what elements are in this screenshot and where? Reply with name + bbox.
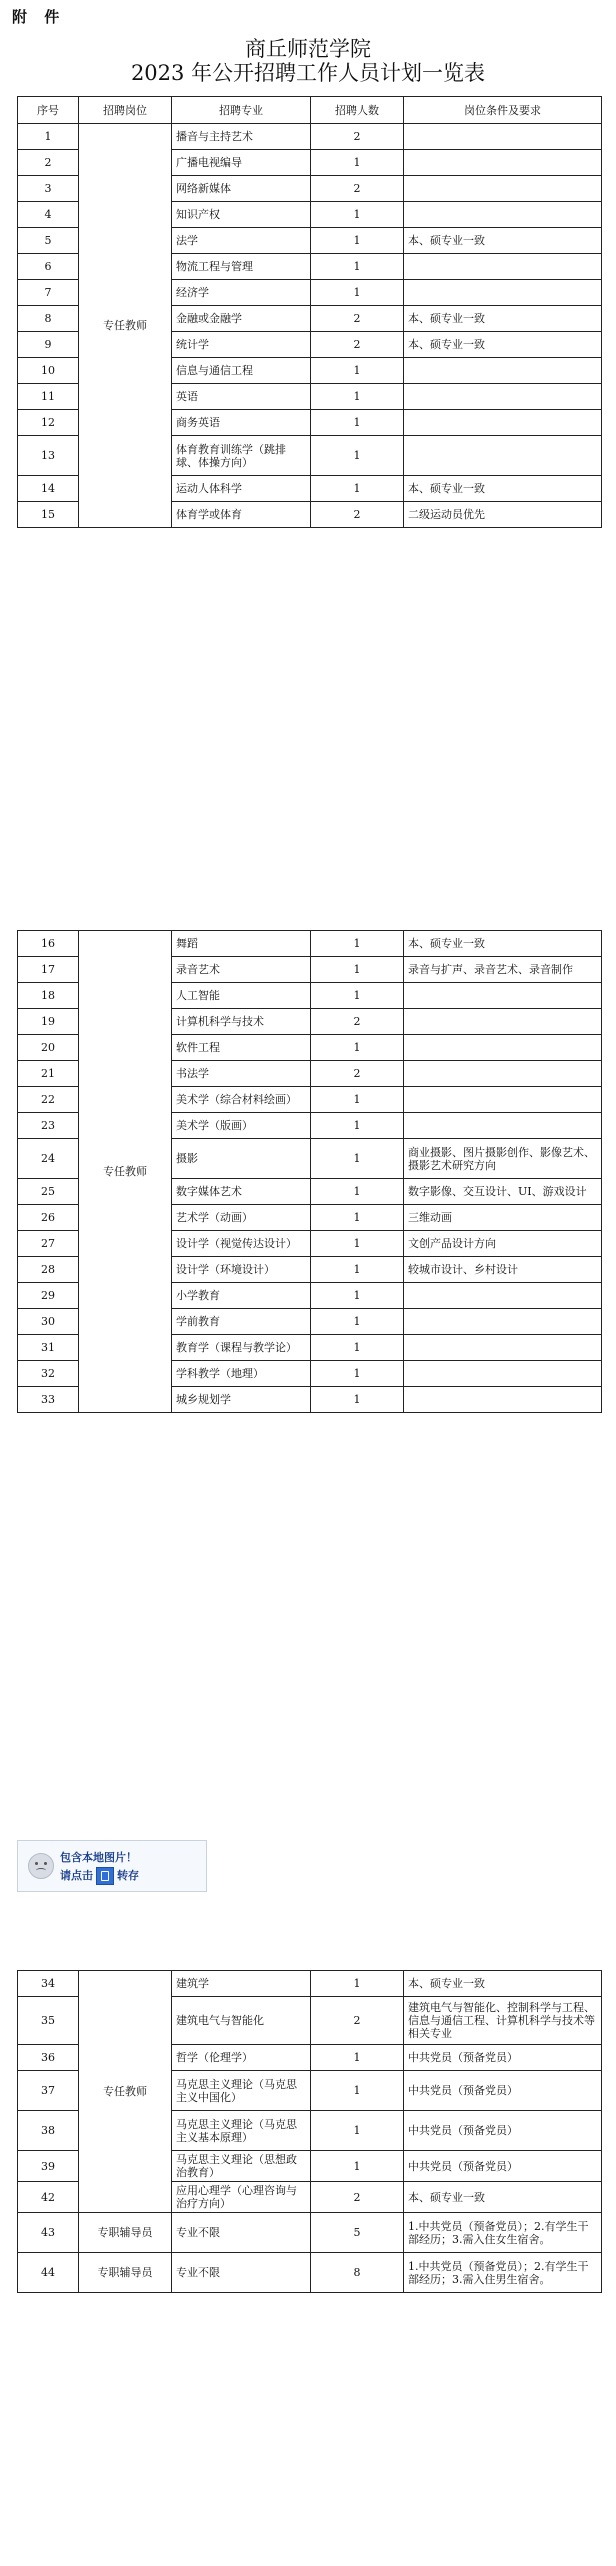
count-cell: 1 [311,436,404,476]
count-cell: 2 [311,176,404,202]
requirements-cell [404,983,602,1009]
requirements-cell [404,358,602,384]
row-number: 6 [18,254,79,280]
requirements-cell: 录音与扩声、录音艺术、录音制作 [404,957,602,983]
header-count: 招聘人数 [311,97,404,124]
requirements-cell: 二级运动员优先 [404,502,602,528]
requirements-cell: 中共党员（预备党员） [404,2045,602,2071]
save-icon[interactable] [96,1867,114,1885]
row-number: 35 [18,1997,79,2045]
count-cell: 1 [311,1257,404,1283]
count-cell: 2 [311,124,404,150]
table-row [18,2213,602,2253]
major-cell: 物流工程与管理 [172,254,311,280]
major-cell: 美术学（综合材料绘画） [172,1087,311,1113]
row-number: 19 [18,1009,79,1035]
table-body [18,931,602,1413]
row-number: 11 [18,384,79,410]
table-body [18,1971,602,2293]
major-cell: 艺术学（动画） [172,1205,311,1231]
major-cell: 设计学（视觉传达设计） [172,1231,311,1257]
count-cell: 1 [311,1087,404,1113]
major-cell: 网络新媒体 [172,176,311,202]
requirements-cell [404,124,602,150]
page-title: 商丘师范学院 [245,37,371,61]
requirements-cell: 三维动画 [404,1205,602,1231]
major-cell: 专业不限 [172,2253,311,2293]
header-requirements: 岗位条件及要求 [404,97,602,124]
row-number: 12 [18,410,79,436]
count-cell: 1 [311,1113,404,1139]
count-cell: 1 [311,410,404,436]
major-cell: 舞蹈 [172,931,311,957]
major-cell: 专业不限 [172,2213,311,2253]
placeholder-action: 请点击 转存 [60,1867,139,1885]
row-number: 26 [18,1205,79,1231]
row-number: 32 [18,1361,79,1387]
requirements-cell: 本、硕专业一致 [404,2182,602,2213]
requirements-cell: 1.中共党员（预备党员）；2.有学生干部经历；3.需入住男生宿舍。 [404,2253,602,2293]
requirements-cell [404,1335,602,1361]
major-cell: 英语 [172,384,311,410]
row-number: 31 [18,1335,79,1361]
requirements-cell [404,1087,602,1113]
requirements-cell [404,410,602,436]
requirements-cell [404,1035,602,1061]
row-number: 15 [18,502,79,528]
major-cell: 知识产权 [172,202,311,228]
row-number: 3 [18,176,79,202]
major-cell: 摄影 [172,1139,311,1179]
major-cell: 建筑学 [172,1971,311,1997]
row-number: 39 [18,2151,79,2182]
major-cell: 马克思主义理论（思想政治教育） [172,2151,311,2182]
count-cell: 1 [311,1361,404,1387]
count-cell: 2 [311,332,404,358]
requirements-cell [404,1283,602,1309]
requirements-cell: 本、硕专业一致 [404,332,602,358]
count-cell: 1 [311,1387,404,1413]
row-number: 28 [18,1257,79,1283]
requirements-cell: 商业摄影、图片摄影创作、影像艺术、摄影艺术研究方向 [404,1139,602,1179]
requirements-cell [404,1009,602,1035]
requirements-cell [404,436,602,476]
count-cell: 1 [311,2071,404,2111]
major-cell: 教育学（课程与教学论） [172,1335,311,1361]
table-header-row [18,97,602,124]
row-number: 36 [18,2045,79,2071]
count-cell: 1 [311,1179,404,1205]
major-cell: 哲学（伦理学） [172,2045,311,2071]
row-number: 43 [18,2213,79,2253]
count-cell: 2 [311,2182,404,2213]
recruitment-table-part2 [17,930,602,1413]
row-number: 13 [18,436,79,476]
row-number: 16 [18,931,79,957]
count-cell: 1 [311,931,404,957]
requirements-cell: 1.中共党员（预备党员）；2.有学生干部经历；3.需入住女生宿舍。 [404,2213,602,2253]
major-cell: 统计学 [172,332,311,358]
major-cell: 马克思主义理论（马克思主义中国化） [172,2071,311,2111]
major-cell: 计算机科学与技术 [172,1009,311,1035]
requirements-cell: 文创产品设计方向 [404,1231,602,1257]
table-row [18,1971,602,1997]
count-cell: 2 [311,1997,404,2045]
major-cell: 软件工程 [172,1035,311,1061]
major-cell: 信息与通信工程 [172,358,311,384]
count-cell: 8 [311,2253,404,2293]
row-number: 42 [18,2182,79,2213]
count-cell: 2 [311,1061,404,1087]
major-cell: 建筑电气与智能化 [172,1997,311,2045]
requirements-cell [404,202,602,228]
count-cell: 1 [311,1283,404,1309]
major-cell: 体育学或体育 [172,502,311,528]
position-cell: 专任教师 [79,124,172,528]
position-cell: 专任教师 [79,931,172,1413]
major-cell: 学科教学（地理） [172,1361,311,1387]
header-no: 序号 [18,97,79,124]
major-cell: 书法学 [172,1061,311,1087]
requirements-cell [404,1309,602,1335]
broken-image-icon [28,1853,54,1879]
requirements-cell [404,1113,602,1139]
requirements-cell: 建筑电气与智能化、控制科学与工程、信息与通信工程、计算机科学与技术等相关专业 [404,1997,602,2045]
requirements-cell [404,176,602,202]
requirements-cell: 较城市设计、乡村设计 [404,1257,602,1283]
requirements-cell: 本、硕专业一致 [404,1971,602,1997]
attachment-label: 附 件 [12,8,66,26]
table-row [18,2253,602,2293]
requirements-cell [404,254,602,280]
count-cell: 1 [311,476,404,502]
count-cell: 1 [311,1309,404,1335]
major-cell: 马克思主义理论（马克思主义基本原理） [172,2111,311,2151]
row-number: 37 [18,2071,79,2111]
row-number: 44 [18,2253,79,2293]
header-position: 招聘岗位 [79,97,172,124]
major-cell: 小学教育 [172,1283,311,1309]
count-cell: 1 [311,2045,404,2071]
count-cell: 1 [311,202,404,228]
requirements-cell: 中共党员（预备党员） [404,2151,602,2182]
major-cell: 录音艺术 [172,957,311,983]
requirements-cell: 中共党员（预备党员） [404,2071,602,2111]
row-number: 21 [18,1061,79,1087]
table-row [18,124,602,150]
requirements-cell [404,150,602,176]
major-cell: 数字媒体艺术 [172,1179,311,1205]
requirements-cell [404,1361,602,1387]
row-number: 20 [18,1035,79,1061]
requirements-cell: 本、硕专业一致 [404,228,602,254]
row-number: 22 [18,1087,79,1113]
row-number: 23 [18,1113,79,1139]
row-number: 30 [18,1309,79,1335]
count-cell: 1 [311,1139,404,1179]
row-number: 38 [18,2111,79,2151]
position-cell: 专职辅导员 [79,2213,172,2253]
header-major: 招聘专业 [172,97,311,124]
requirements-cell [404,384,602,410]
requirements-cell [404,280,602,306]
count-cell: 1 [311,957,404,983]
count-cell: 2 [311,306,404,332]
table-body [18,124,602,528]
count-cell: 5 [311,2213,404,2253]
major-cell: 法学 [172,228,311,254]
row-number: 25 [18,1179,79,1205]
requirements-cell [404,1061,602,1087]
major-cell: 应用心理学（心理咨询与治疗方向） [172,2182,311,2213]
major-cell: 播音与主持艺术 [172,124,311,150]
count-cell: 2 [311,502,404,528]
count-cell: 1 [311,2151,404,2182]
recruitment-table-part1 [17,96,602,528]
major-cell: 设计学（环境设计） [172,1257,311,1283]
row-number: 5 [18,228,79,254]
row-number: 18 [18,983,79,1009]
count-cell: 1 [311,1971,404,1997]
major-cell: 人工智能 [172,983,311,1009]
row-number: 14 [18,476,79,502]
major-cell: 经济学 [172,280,311,306]
requirements-cell [404,1387,602,1413]
major-cell: 城乡规划学 [172,1387,311,1413]
placeholder-message: 包含本地图片！ [60,1851,137,1864]
count-cell: 1 [311,228,404,254]
major-cell: 运动人体科学 [172,476,311,502]
count-cell: 1 [311,150,404,176]
count-cell: 1 [311,1205,404,1231]
row-number: 2 [18,150,79,176]
count-cell: 1 [311,1035,404,1061]
row-number: 1 [18,124,79,150]
position-cell: 专职辅导员 [79,2253,172,2293]
row-number: 33 [18,1387,79,1413]
count-cell: 2 [311,1009,404,1035]
requirements-cell: 本、硕专业一致 [404,476,602,502]
row-number: 4 [18,202,79,228]
position-cell: 专任教师 [79,1971,172,2213]
major-cell: 美术学（版画） [172,1113,311,1139]
row-number: 10 [18,358,79,384]
row-number: 8 [18,306,79,332]
major-cell: 商务英语 [172,410,311,436]
row-number: 7 [18,280,79,306]
count-cell: 1 [311,1231,404,1257]
row-number: 9 [18,332,79,358]
count-cell: 1 [311,254,404,280]
major-cell: 学前教育 [172,1309,311,1335]
major-cell: 广播电视编导 [172,150,311,176]
count-cell: 1 [311,1335,404,1361]
row-number: 27 [18,1231,79,1257]
requirements-cell: 中共党员（预备党员） [404,2111,602,2151]
count-cell: 1 [311,983,404,1009]
major-cell: 体育教育训练学（跳排球、体操方向） [172,436,311,476]
requirements-cell: 数字影像、交互设计、UI、游戏设计 [404,1179,602,1205]
local-image-placeholder[interactable] [17,1840,207,1892]
page-subtitle: 2023 年公开招聘工作人员计划一览表 [130,61,486,85]
row-number: 24 [18,1139,79,1179]
requirements-cell: 本、硕专业一致 [404,306,602,332]
count-cell: 1 [311,384,404,410]
row-number: 34 [18,1971,79,1997]
row-number: 29 [18,1283,79,1309]
count-cell: 1 [311,358,404,384]
row-number: 17 [18,957,79,983]
count-cell: 1 [311,280,404,306]
table-row [18,931,602,957]
major-cell: 金融或金融学 [172,306,311,332]
requirements-cell: 本、硕专业一致 [404,931,602,957]
recruitment-table-part3 [17,1970,602,2293]
count-cell: 1 [311,2111,404,2151]
